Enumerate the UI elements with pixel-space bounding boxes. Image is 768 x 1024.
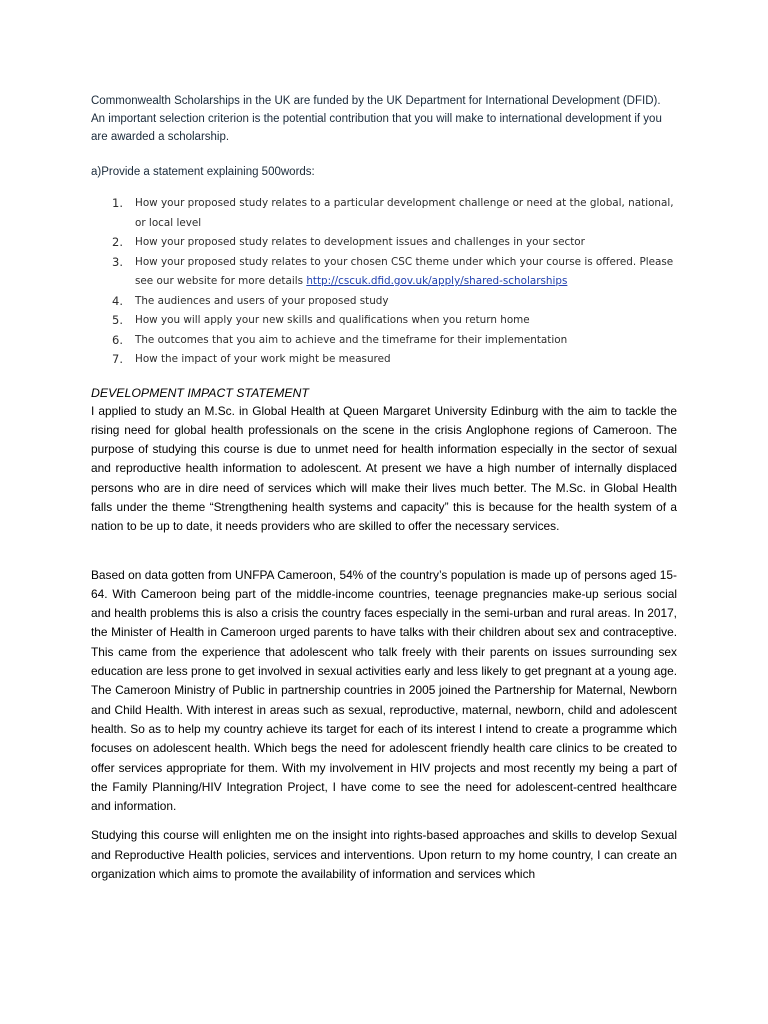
list-item-text: How your proposed study relates to development issues and challenges in your sector: [135, 236, 585, 248]
list-item: [91, 194, 677, 233]
list-item-text: How you will apply your new skills and qualifications when you return home: [135, 314, 530, 326]
list-number: 6.: [112, 332, 123, 347]
list-item: [91, 311, 677, 331]
statement-paragraph: Studying this course will enlighten me on the insight into rights-based approaches and skills to develop Sexual and Reproductive Health policies, services and interventions. Upon return to my home country, I can create an organization which aims to promote the availability of information and services which: [91, 828, 677, 882]
list-item-text: How your proposed study relates to a particular development challenge or need at the global, national, or local level: [135, 197, 674, 229]
instruction-text: a)Provide a statement explaining 500words:: [91, 166, 315, 178]
list-item: [91, 253, 677, 292]
list-item: [91, 331, 677, 351]
csc-website-link[interactable]: http://cscuk.dfid.gov.uk/apply/shared-scholarships: [306, 275, 568, 287]
list-number: 4.: [112, 293, 123, 308]
statement-heading: DEVELOPMENT IMPACT STATEMENT: [91, 385, 309, 400]
list-number: 3.: [112, 254, 123, 269]
list-item: [91, 350, 677, 370]
document-page: [91, 92, 677, 884]
list-item-text: The audiences and users of your proposed study: [135, 294, 389, 307]
list-item-text: How the impact of your work might be measured: [135, 353, 391, 365]
list-item: [91, 292, 677, 312]
list-item-text: How your proposed study relates to your chosen CSC theme under which your course is offered. Please see our website for more details: [135, 255, 674, 287]
list-item-text: The outcomes that you aim to achieve and the timeframe for their implementation: [135, 333, 568, 346]
list-number: 5.: [112, 313, 123, 327]
list-number: 2.: [112, 235, 123, 249]
list-number: 7.: [112, 352, 123, 366]
statement-paragraph: I applied to study an M.Sc. in Global Health at Queen Margaret University Edinburg with the aim to tackle the rising need for global health professionals on the scene in the crisis Anglophone regions of Cameroon. The purpose of studying this course is due to unmet need for health information especially in the sector of sexual and reproductive health information to adolescent. At present we have a high number of internally displaced persons who are in dire need of services which will make their lives much better. The M.Sc. in Global Health falls under the theme “Strengthening health systems and capacity” this is because for the health system of a nation to be up to date, it needs providers who are skilled to offer the necessary services.: [91, 403, 677, 534]
question-list: [91, 194, 677, 370]
list-item: [91, 233, 677, 253]
intro-paragraph: Commonwealth Scholarships in the UK are funded by the UK Department for International Development (DFID). An important selection criterion is the potential contribution that you will make to international development if you are awarded a scholarship.: [91, 95, 662, 143]
statement-paragraph: Based on data gotten from UNFPA Cameroon, 54% of the country’s population is made up of persons aged 15-64. With Cameroon being part of the middle-income countries, teenage pregnancies make-up serious social and health problems this is also a crisis the country faces especially in the semi-urban and rural areas. In 2017, the Minister of Health in Cameroon urged parents to have talks with their children about sex and contraceptive. This came from the experience that adolescent who talk freely with their parents on issues surrounding sex education are less prone to get involved in sexual activities early and less likely to get pregnant at a young age. The Cameroon Ministry of Public in partnership countries in 2005 joined the Partnership for Maternal, Newborn and Child Health. With interest in areas such as sexual, reproductive, maternal, newborn, child and adolescent health. So as to help my country achieve its target for each of its interest I intend to create a programme which focuses on adolescent health. Which begs the need for adolescent friendly health care clinics to be created to offer services appropriate for them. With my involvement in HIV projects and most recently my being a part of the Family Planning/HIV Integration Project, I have come to see the need for adolescent-centred healthcare and information.: [91, 567, 677, 814]
list-number: 1.: [112, 196, 123, 210]
